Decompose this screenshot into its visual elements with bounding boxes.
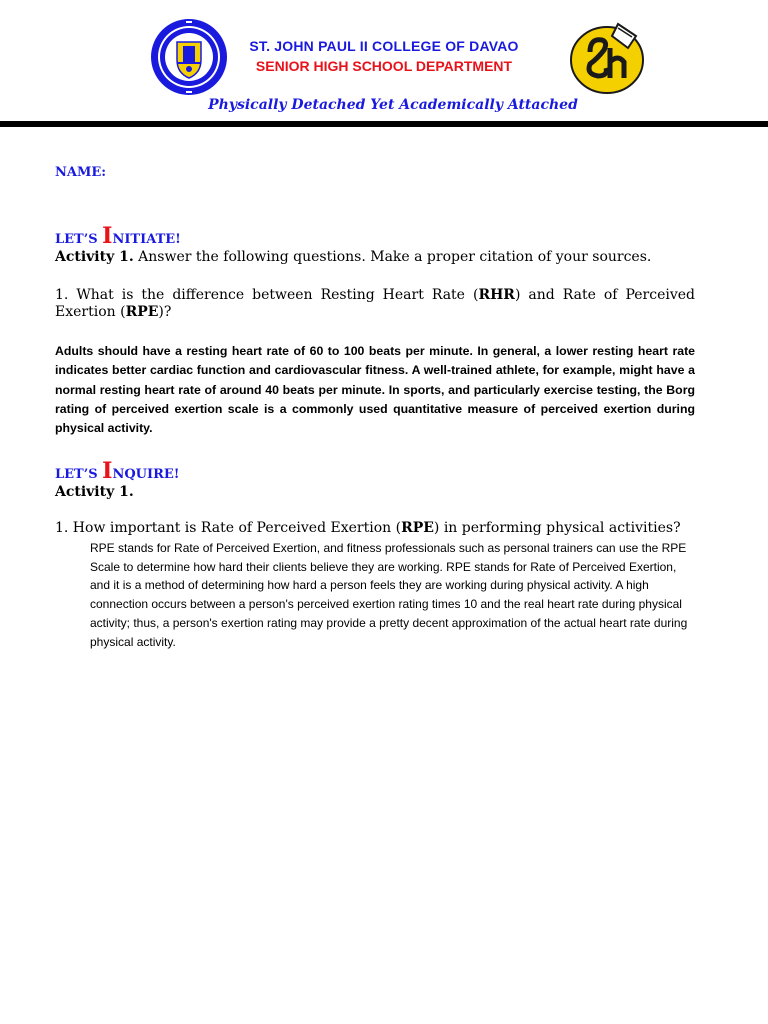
- initiate-heading-big-letter: I: [102, 223, 113, 249]
- initiate-question: [55, 287, 695, 321]
- department-name: SENIOR HIGH SCHOOL DEPARTMENT: [255, 58, 513, 74]
- initiate-answer: Adults should have a resting heart rate of 60 to 100 beats per minute. In general, a lower resting heart rate indicates better cardiac function and cardiovascular fitness. A well-trained athlete, for example, might have a normal resting heart rate of around 40 beats per minute. In sports, and particularly exercise testing, the Borg rating of perceived exertion scale is a commonly used quantitative measure of perceived exertion during physical activity.: [55, 344, 695, 436]
- inquire-activity-label: Activity 1.: [55, 484, 134, 500]
- inquire-question-text: 1. How important is Rate of Perceived Exertion (: [55, 520, 402, 536]
- inquire-heading: [55, 460, 180, 482]
- college-seal-icon: [150, 18, 228, 96]
- rpe-abbreviation: RPE: [125, 304, 159, 320]
- shs-logo-icon: [568, 18, 646, 96]
- inquire-answer: RPE stands for Rate of Perceived Exertion, and fitness professionals such as personal trainers can use the RPE Scale to determine how hard their clients believe they are working. RPE stands for Rate of Perceived Exertion, and it is a method of determining how hard a person feels they are working during physical activity. A high connection occurs between a person's perceived exertion rating times 10 and the real heart rate during physical activity; thus, a person's exertion rating may provide a pretty decent approximation of the actual heart rate during physical activity.: [90, 541, 688, 649]
- initiate-activity: [55, 249, 651, 265]
- inquire-heading-rest: NQUIRE!: [112, 467, 180, 482]
- initiate-activity-text: Answer the following questions. Make a proper citation of your sources.: [133, 249, 652, 265]
- initiate-question-text-mid: ) and Rate of Perceived Exertion (: [55, 287, 695, 320]
- header-divider: [0, 121, 768, 127]
- school-motto: Physically Detached Yet Academically Attached: [208, 97, 578, 113]
- inquire-rpe-abbreviation: RPE: [401, 520, 434, 536]
- initiate-question-text: 1. What is the difference between Resting Heart Rate (: [55, 287, 479, 303]
- inquire-question: [55, 520, 735, 537]
- inquire-activity: [55, 484, 134, 500]
- inquire-question-text-end: ) in performing physical activities?: [433, 520, 681, 536]
- initiate-question-text-end: )?: [158, 304, 172, 320]
- rhr-abbreviation: RHR: [478, 287, 515, 303]
- page-header: [0, 0, 768, 128]
- initiate-heading-rest: NITIATE!: [112, 232, 181, 247]
- inquire-heading-prefix: LET’S: [55, 467, 103, 482]
- name-label: NAME:: [55, 165, 107, 180]
- initiate-activity-label: Activity 1.: [55, 249, 134, 265]
- initiate-heading-prefix: LET’S: [55, 232, 103, 247]
- initiate-heading: [55, 225, 181, 247]
- school-name: ST. JOHN PAUL II COLLEGE OF DAVAO: [249, 38, 519, 54]
- inquire-heading-big-letter: I: [102, 458, 113, 484]
